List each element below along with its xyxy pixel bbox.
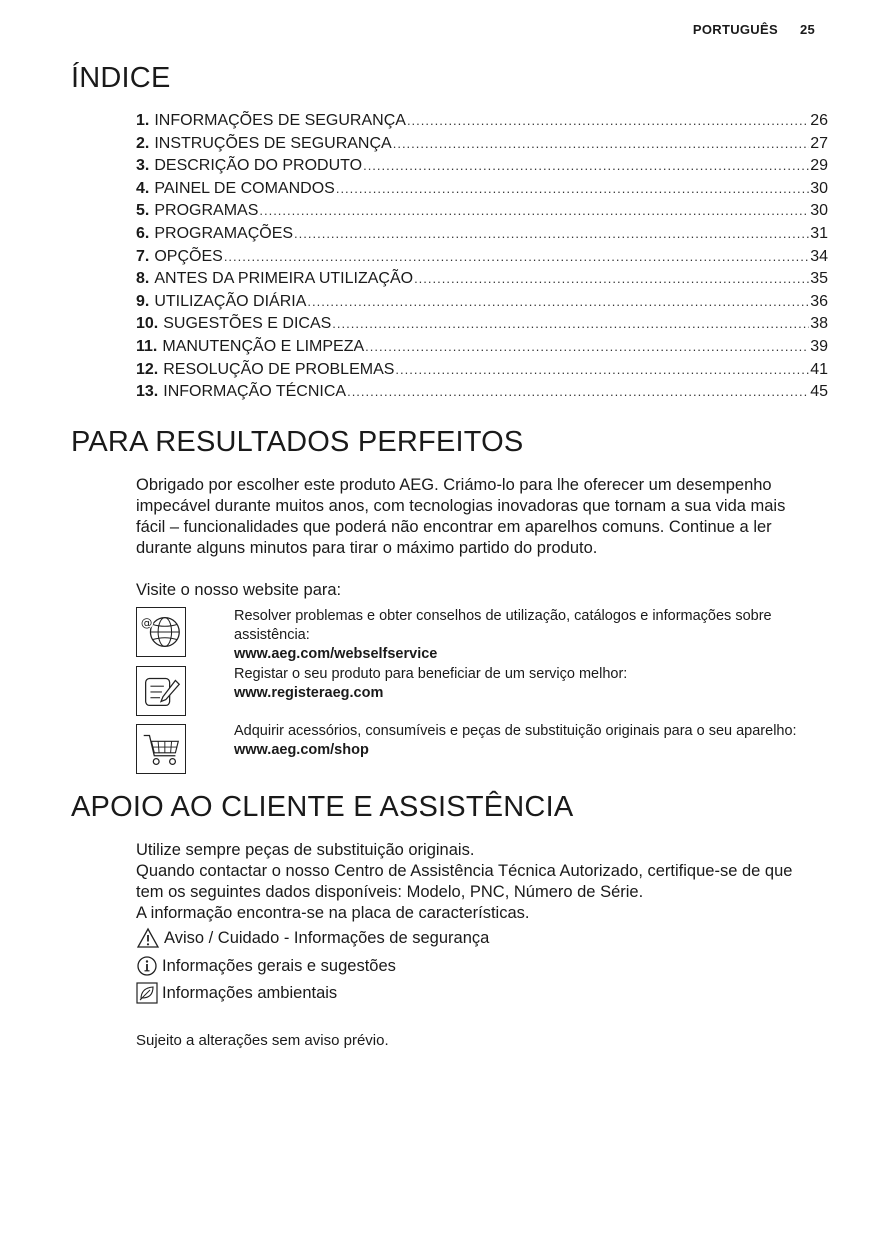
intro-paragraph: Obrigado por escolher este produto AEG. Criámo-lo para lhe oferecer um desempenho impecável durante muitos anos, com tecnologias inovadoras que tornam a sua vida mais fácil – funcionalidades que poderá não encontrar em aparelhos comuns. Continue a ler durante alguns minutos para tirar o máximo partido do produto. [136, 476, 786, 557]
toc-item-number: 11. [136, 337, 158, 355]
legend-info-label: Informações gerais e sugestões [162, 957, 396, 975]
toc-leader-dots [224, 246, 809, 269]
legend-info [136, 955, 396, 977]
toc-item-label: SUGESTÕES E DICAS [163, 315, 332, 333]
toc-item-label: OPÇÕES [154, 247, 223, 265]
legend-warning [136, 927, 489, 949]
toc-item-page: 27 [810, 134, 828, 152]
toc-item-number: 2. [136, 134, 150, 152]
register-pencil-icon [136, 666, 186, 716]
toc-item-number: 3. [136, 157, 150, 175]
svg-text:@: @ [140, 615, 153, 630]
toc-item[interactable] [136, 381, 828, 404]
toc-item-number: 10. [136, 315, 159, 333]
toc-leader-dots [336, 178, 809, 201]
toc-item[interactable] [136, 133, 828, 156]
language-label: PORTUGUÊS [692, 22, 778, 37]
toc-item-label: INFORMAÇÕES DE SEGURANÇA [154, 112, 406, 129]
toc-item-number: 4. [136, 179, 150, 197]
info-circle-icon [136, 955, 158, 977]
toc-item-number: 7. [136, 247, 150, 265]
shop-description: Adquirir acessórios, consumíveis e peças de substituição originais para o seu aparelho: [234, 723, 797, 739]
register-text [234, 665, 814, 703]
legend-environment [136, 982, 337, 1004]
toc-item-label: MANUTENÇÃO E LIMPEZA [162, 337, 365, 355]
legend-environment-label: Informações ambientais [162, 984, 338, 1002]
toc-leader-dots [332, 313, 809, 336]
perfect-results-title: PARA RESULTADOS PERFEITOS [71, 426, 524, 458]
toc-item[interactable] [136, 359, 828, 382]
webselfservice-link[interactable]: www.aeg.com/webselfservice [234, 646, 438, 662]
toc-item[interactable] [136, 110, 828, 133]
toc-item-label: DESCRIÇÃO DO PRODUTO [154, 157, 363, 175]
toc-leader-dots [347, 381, 809, 404]
webselfservice-description: Resolver problemas e obter conselhos de utilização, catálogos e informações sobre assistência: [234, 608, 772, 643]
toc-item[interactable] [136, 178, 828, 201]
toc-item-number: 1. [136, 112, 150, 129]
toc-item-number: 6. [136, 224, 150, 242]
toc-leader-dots [363, 155, 809, 178]
toc-item-page: 39 [810, 337, 828, 355]
toc-item[interactable] [136, 246, 828, 269]
toc-leader-dots [395, 359, 809, 382]
subject-to-change-note: Sujeito a alterações sem aviso prévio. [136, 1032, 389, 1049]
toc-item-label: ANTES DA PRIMEIRA UTILIZAÇÃO [154, 270, 414, 288]
toc-leader-dots [365, 336, 809, 359]
toc-item-page: 30 [810, 202, 828, 220]
shop-link[interactable]: www.aeg.com/shop [234, 742, 369, 758]
legend-warning-label: Aviso / Cuidado - Informações de segurança [164, 929, 490, 947]
warning-triangle-icon [136, 927, 160, 949]
toc-item-number: 8. [136, 270, 150, 288]
toc-item[interactable] [136, 155, 828, 178]
toc-item-page: 35 [810, 270, 828, 288]
webselfservice-text [234, 607, 814, 664]
toc-leader-dots [294, 223, 809, 246]
toc-item[interactable] [136, 291, 828, 314]
toc-item-number: 9. [136, 292, 150, 310]
toc-leader-dots [414, 268, 809, 291]
toc-leader-dots [259, 200, 809, 223]
support-line-contact: Quando contactar o nosso Centro de Assistência Técnica Autorizado, certifique-se de que tem os seguintes dados disponíveis: Modelo, PNC, Número de Série. [136, 862, 793, 901]
globe-at-icon [136, 607, 186, 657]
index-title: ÍNDICE [71, 62, 171, 94]
support-title: APOIO AO CLIENTE E ASSISTÊNCIA [71, 791, 574, 823]
toc-item[interactable] [136, 336, 828, 359]
toc-item[interactable] [136, 200, 828, 223]
page-number: 25 [799, 22, 815, 37]
page-header [693, 22, 815, 37]
toc-leader-dots [407, 110, 809, 133]
register-link[interactable]: www.registeraeg.com [234, 685, 384, 701]
support-line-original-parts: Utilize sempre peças de substituição originais. [136, 841, 475, 859]
toc-item-number: 13. [136, 383, 159, 401]
toc-item-page: 38 [810, 315, 828, 333]
leaf-icon [136, 982, 158, 1004]
toc-item-page: 31 [810, 224, 828, 242]
toc-item-label: RESOLUÇÃO DE PROBLEMAS [163, 360, 395, 378]
toc-item-page: 34 [810, 247, 828, 265]
toc-item[interactable] [136, 268, 828, 291]
support-line-rating-plate: A informação encontra-se na placa de características. [136, 904, 530, 922]
toc-item-page: 45 [810, 383, 828, 401]
toc-item-page: 36 [810, 292, 828, 310]
table-of-contents [136, 110, 828, 404]
toc-item-label: PROGRAMAS [154, 202, 259, 220]
shop-text [234, 722, 814, 760]
toc-item-number: 12. [136, 360, 159, 378]
toc-item-page: 29 [810, 157, 828, 175]
toc-item-number: 5. [136, 202, 150, 220]
toc-item[interactable] [136, 313, 828, 336]
toc-item[interactable] [136, 223, 828, 246]
toc-leader-dots [393, 133, 809, 156]
toc-item-label: INSTRUÇÕES DE SEGURANÇA [154, 134, 392, 152]
shopping-cart-icon [136, 724, 186, 774]
toc-item-page: 26 [810, 112, 828, 129]
register-description: Registar o seu produto para beneficiar de um serviço melhor: [234, 666, 628, 682]
toc-item-label: PROGRAMAÇÕES [154, 224, 294, 242]
toc-item-page: 30 [810, 179, 828, 197]
toc-item-page: 41 [810, 360, 828, 378]
visit-website-text: Visite o nosso website para: [136, 581, 342, 599]
toc-item-label: PAINEL DE COMANDOS [154, 179, 335, 197]
toc-item-label: INFORMAÇÃO TÉCNICA [163, 383, 347, 401]
toc-leader-dots [307, 291, 809, 314]
toc-item-label: UTILIZAÇÃO DIÁRIA [154, 292, 307, 310]
